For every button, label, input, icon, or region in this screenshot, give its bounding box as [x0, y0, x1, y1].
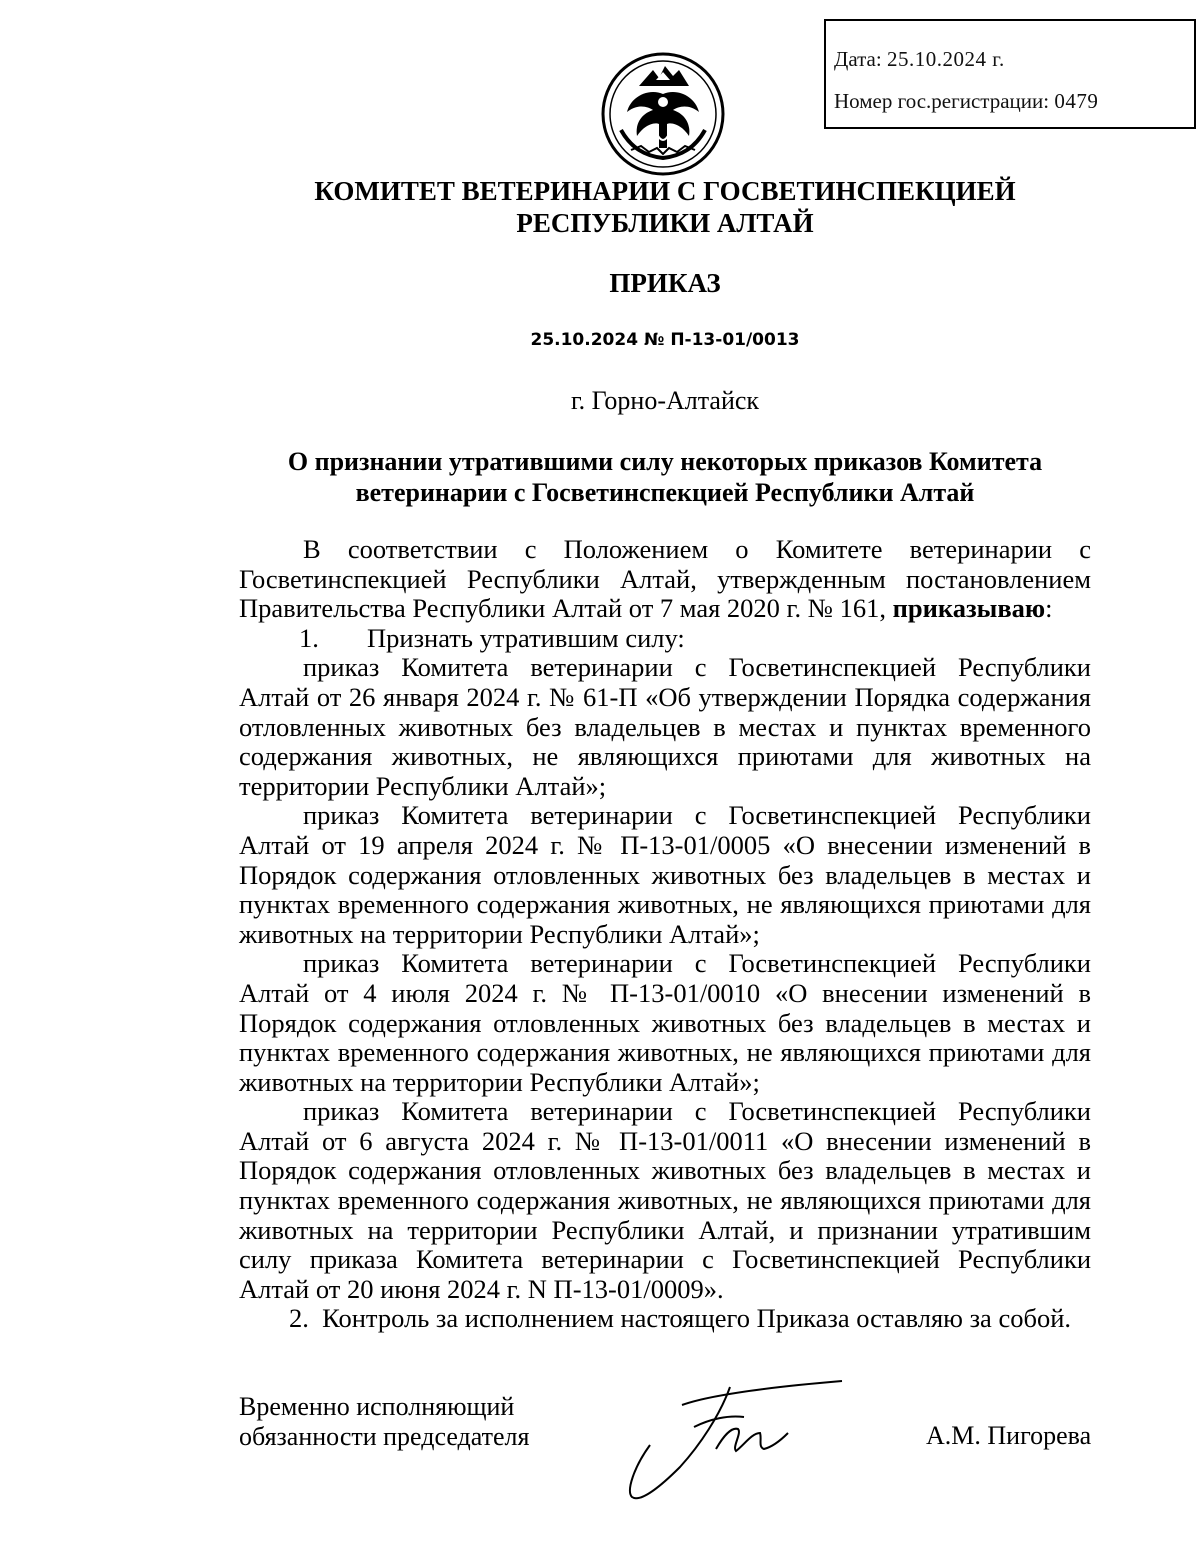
signer-position-line-1: Временно исполняющий [239, 1392, 515, 1421]
preamble-order-word: приказываю [892, 593, 1046, 624]
item-2-text: Контроль за исполнением настоящего Приказа оставляю за собой. [322, 1303, 1071, 1334]
document-type: ПРИКАЗ [609, 268, 721, 298]
document-body [239, 535, 1091, 1334]
registration-date-label: Дата: [834, 47, 882, 71]
item-1-number: 1. [299, 622, 319, 653]
registration-box [824, 19, 1196, 129]
revoked-order-1: приказ Комитета ветеринарии с Госветинспекцией Республики Алтай от 26 января 2024 г. № 61-П «Об утверждении Порядка содержания отловленных животных без владельцев в местах и пунктах временного содержания животных, не являющихся приютами для животных на территории Республики Алтай»; [239, 652, 1091, 801]
republic-altai-coat-of-arms-icon [601, 52, 725, 176]
document-city: г. Горно-Алтайск [570, 386, 760, 415]
registration-number-value: 0479 [1054, 89, 1099, 113]
document-number: 25.10.2024 № П-13-01/0013 [530, 330, 800, 350]
signer-position-line-2: обязанности председателя [239, 1422, 530, 1451]
registration-number-row [834, 89, 1098, 114]
preamble-text: В соответствии с Положением о Комитете ветеринарии с Госветинспекцией Республики Алтай, утвержденным постановлением Правительства Республики Алтай от 7 мая 2020 г. № 161, [239, 534, 1091, 624]
document-subject-line-1: О признании утратившими силу некоторых приказов Комитета [287, 447, 1043, 476]
handwritten-signature-icon [620, 1375, 850, 1510]
item-1-text: Признать утратившим силу: [367, 622, 685, 653]
organization-name-line-2: РЕСПУБЛИКИ АЛТАЙ [516, 208, 814, 238]
signer-name: А.М. Пигорева [926, 1421, 1092, 1450]
registration-date-value: 25.10.2024 г. [886, 47, 1005, 71]
document-subject-line-2: ветеринарии с Госветинспекцией Республики Алтай [355, 478, 975, 507]
document-subject [0, 446, 1200, 508]
item-2-paragraph [239, 1304, 1091, 1334]
signer-position [239, 1392, 529, 1452]
organization-name-line-1: КОМИТЕТ ВЕТЕРИНАРИИ С ГОСВЕТИНСПЕКЦИЕЙ [314, 176, 1016, 206]
revoked-order-3: приказ Комитета ветеринарии с Госветинспекцией Республики Алтай от 4 июля 2024 г. № П-13-01/0010 «О внесении изменений в Порядок содержания отловленных животных без владельцев в местах и пунктах временного содержания животных, не являющихся приютами для животных на территории Республики Алтай»; [239, 948, 1091, 1097]
revoked-order-4: приказ Комитета ветеринарии с Госветинспекцией Республики Алтай от 6 августа 2024 г. № П-13-01/0011 «О внесении изменений в Порядок содержания отловленных животных без владельцев в местах и пунктах временного содержания животных, не являющихся приютами для животных на территории Республики Алтай, и признании утратившим силу приказа Комитета ветеринарии с Госветинспекцией Республики Алтай от 20 июня 2024 г. N П-13-01/0009». [239, 1096, 1091, 1304]
item-1-paragraph [239, 624, 1091, 654]
registration-number-label: Номер гос.регистрации: [834, 89, 1050, 113]
preamble-paragraph [239, 535, 1091, 624]
preamble-end: : [1045, 593, 1053, 624]
item-2-number: 2. [289, 1303, 309, 1334]
revoked-order-2: приказ Комитета ветеринарии с Госветинспекцией Республики Алтай от 19 апреля 2024 г. № П-13-01/0005 «О внесении изменений в Порядок содержания отловленных животных без владельцев в местах и пунктах временного содержания животных, не являющихся приютами для животных на территории Республики Алтай»; [239, 800, 1091, 949]
organization-name [0, 175, 1200, 239]
registration-date-row [834, 47, 1005, 72]
